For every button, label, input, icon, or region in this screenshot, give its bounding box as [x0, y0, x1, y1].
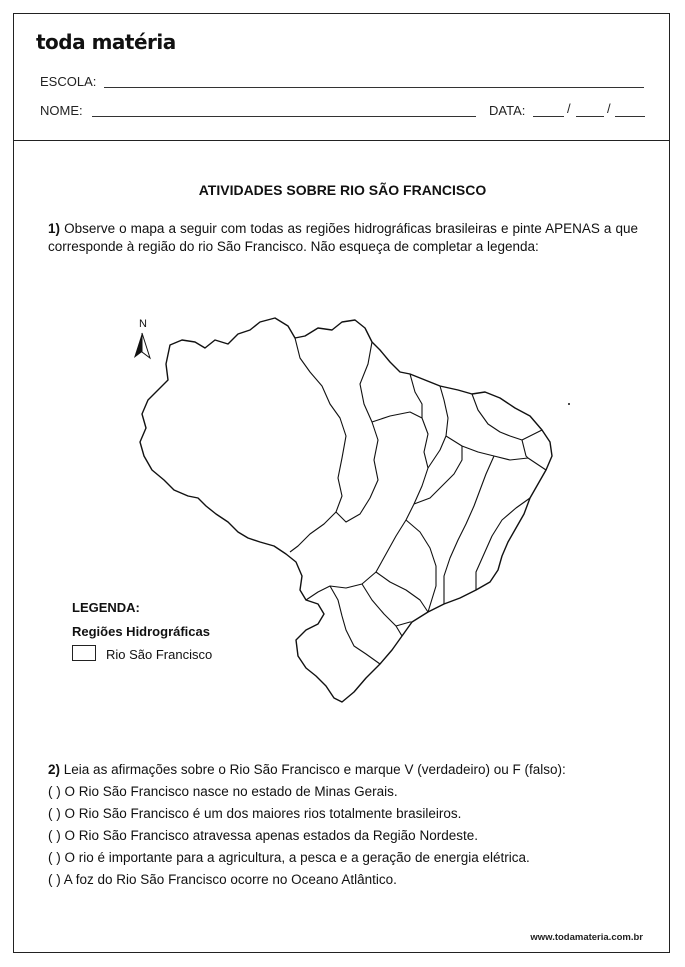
- question-1-number: 1): [48, 221, 61, 236]
- north-label: N: [139, 318, 147, 330]
- logo: toda matéria: [36, 30, 176, 54]
- date-separator: /: [567, 101, 571, 116]
- legend-subtitle: Regiões Hidrográficas: [72, 624, 210, 639]
- question-1-text: Observe o mapa a seguir com todas as regiões hidrográficas brasileiras e pinte APENAS a que corresponde à região do rio São Francisco. Não esqueça de completar a legenda:: [48, 221, 638, 254]
- statement-4[interactable]: ( ) O rio é importante para a agricultura, a pesca e a geração de energia elétrica.: [48, 850, 530, 865]
- school-field[interactable]: [104, 87, 644, 88]
- statement-2[interactable]: ( ) O Rio São Francisco é um dos maiores rios totalmente brasileiros.: [48, 806, 462, 821]
- footer-url: www.todamateria.com.br: [530, 932, 643, 943]
- name-field[interactable]: [92, 116, 476, 117]
- date-year-field[interactable]: [615, 116, 645, 117]
- question-2-number: 2): [48, 762, 61, 777]
- date-separator: /: [607, 101, 611, 116]
- legend-item-label: Rio São Francisco: [106, 647, 213, 662]
- statement-5[interactable]: ( ) A foz do Rio São Francisco ocorre no Oceano Atlântico.: [48, 872, 397, 887]
- north-arrow-icon: [134, 318, 150, 358]
- question-2: [48, 762, 566, 777]
- page-title: ATIVIDADES SOBRE RIO SÃO FRANCISCO: [198, 182, 487, 198]
- statement-1[interactable]: ( ) O Rio São Francisco nasce no estado de Minas Gerais.: [48, 784, 398, 799]
- legend-title: LEGENDA:: [72, 600, 140, 615]
- brazil-outline: [140, 318, 552, 702]
- header-divider: [13, 140, 670, 141]
- question-2-text: Leia as afirmações sobre o Rio São Francisco e marque V (verdadeiro) ou F (falso):: [63, 762, 566, 777]
- date-day-field[interactable]: [533, 116, 564, 117]
- legend-color-box[interactable]: [72, 645, 96, 661]
- date-label: DATA:: [489, 103, 526, 118]
- name-label: NOME:: [40, 103, 83, 118]
- question-1: [48, 220, 638, 256]
- school-label: ESCOLA:: [40, 74, 97, 89]
- statement-3[interactable]: ( ) O Rio São Francisco atravessa apenas estados da Região Nordeste.: [48, 828, 478, 843]
- date-month-field[interactable]: [576, 116, 604, 117]
